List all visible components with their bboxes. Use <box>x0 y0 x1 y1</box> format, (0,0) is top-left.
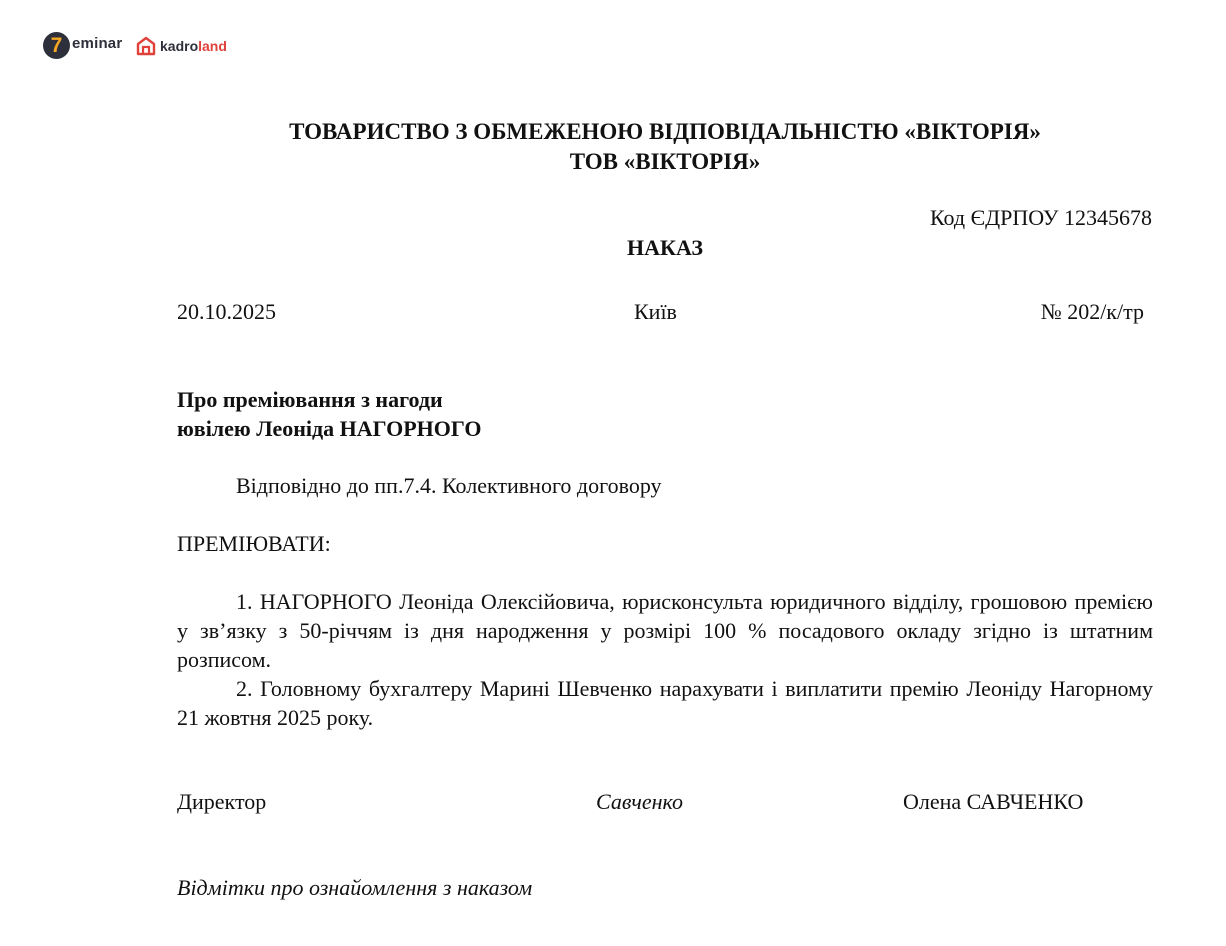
company-short-name: ТОВ «ВІКТОРІЯ» <box>569 149 761 174</box>
basis-text: Відповідно до пп.7.4. Колективного договору <box>236 473 662 498</box>
kadroland-logo-text <box>160 38 227 54</box>
kadroland-part2: land <box>198 38 227 54</box>
kadroland-house-icon <box>136 36 156 56</box>
company-full-name: ТОВАРИСТВО З ОБМЕЖЕНОЮ ВІДПОВІДАЛЬНІСТЮ «ВІКТОРІЯ» <box>289 119 1041 144</box>
subject-line-1: Про преміювання з нагоди <box>177 387 443 412</box>
order-city: Київ <box>634 299 677 324</box>
subject-line-2: ювілею Леоніда НАГОРНОГО <box>177 416 482 441</box>
order-number: № 202/к/тр <box>1040 299 1144 324</box>
document-type: НАКАЗ <box>627 235 703 260</box>
signatory-name: Олена САВЧЕНКО <box>903 789 1084 814</box>
acknowledgement-note: Відмітки про ознайомлення з наказом <box>177 875 533 900</box>
handwritten-signature: Савченко <box>596 789 684 814</box>
kadroland-part1: kadro <box>160 38 199 54</box>
seminar-logo <box>43 32 70 59</box>
edrpou-code: Код ЄДРПОУ 12345678 <box>929 205 1152 230</box>
seminar-logo-text: eminar <box>72 35 123 52</box>
order-item-2: 2. Головному бухгалтеру Марині Шевченко нарахувати і виплатити премію Леоніду Нагорному 21 жовтня 2025 року. <box>177 676 1153 730</box>
seminar-logo-digit: 7 <box>50 34 63 57</box>
signatory-position: Директор <box>177 789 267 814</box>
order-item-1: 1. НАГОРНОГО Леоніда Олексійовича, юрисконсульта юридичного відділу, грошовою премією у зв’язку з 50-річчям із дня народження у розмірі 100 % посадового окладу згідно із штатним розписом. <box>177 589 1153 672</box>
directive-text: ПРЕМІЮВАТИ: <box>177 531 331 556</box>
order-date: 20.10.2025 <box>177 299 276 324</box>
